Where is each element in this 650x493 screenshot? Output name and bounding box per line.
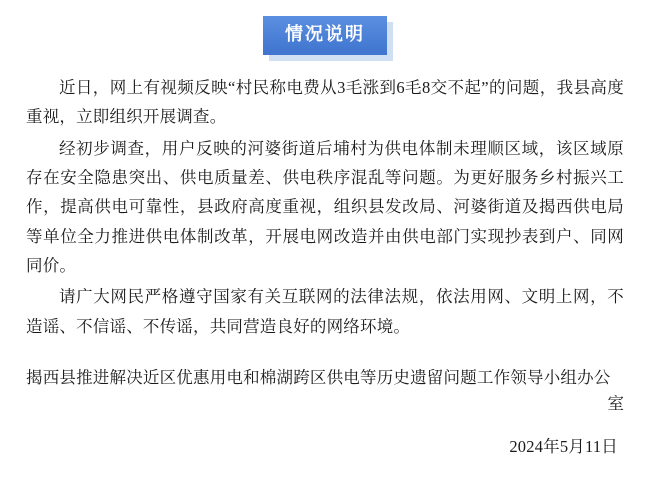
page-title: 情况说明 <box>263 16 387 55</box>
document-body <box>26 67 624 457</box>
signature-line-2: 室 <box>607 394 624 414</box>
paragraph-2: 经初步调查，用户反映的河婆街道后埔村为供电体制未理顺区域，该区域原存在安全隐患突出、供电质量差、供电秩序混乱等问题。为更好服务乡村振兴工作，提高供电可靠性，县政府高度重视，组织县发改局、河婆街道及揭西供电局等单位全力推进供电体制改革，开展电网改造并由供电部门实现抄表到户、同网同价。 <box>26 138 624 275</box>
paragraph-1: 近日，网上有视频反映“村民称电费从3毛涨到6毛8交不起”的问题，我县高度重视，立即组织开展调查。 <box>26 77 624 127</box>
signature-line-1: 揭西县推进解决近区优惠用电和棉湖跨区供电等历史遗留问题工作领导小组办公 <box>26 368 611 388</box>
paragraph-3: 请广大网民严格遵守国家有关互联网的法律法规，依法用网、文明上网，不造谣、不信谣、不传谣，共同营造良好的网络环境。 <box>26 287 624 336</box>
document-date: 2024年5月11日 <box>509 437 618 457</box>
document-header <box>26 0 624 67</box>
